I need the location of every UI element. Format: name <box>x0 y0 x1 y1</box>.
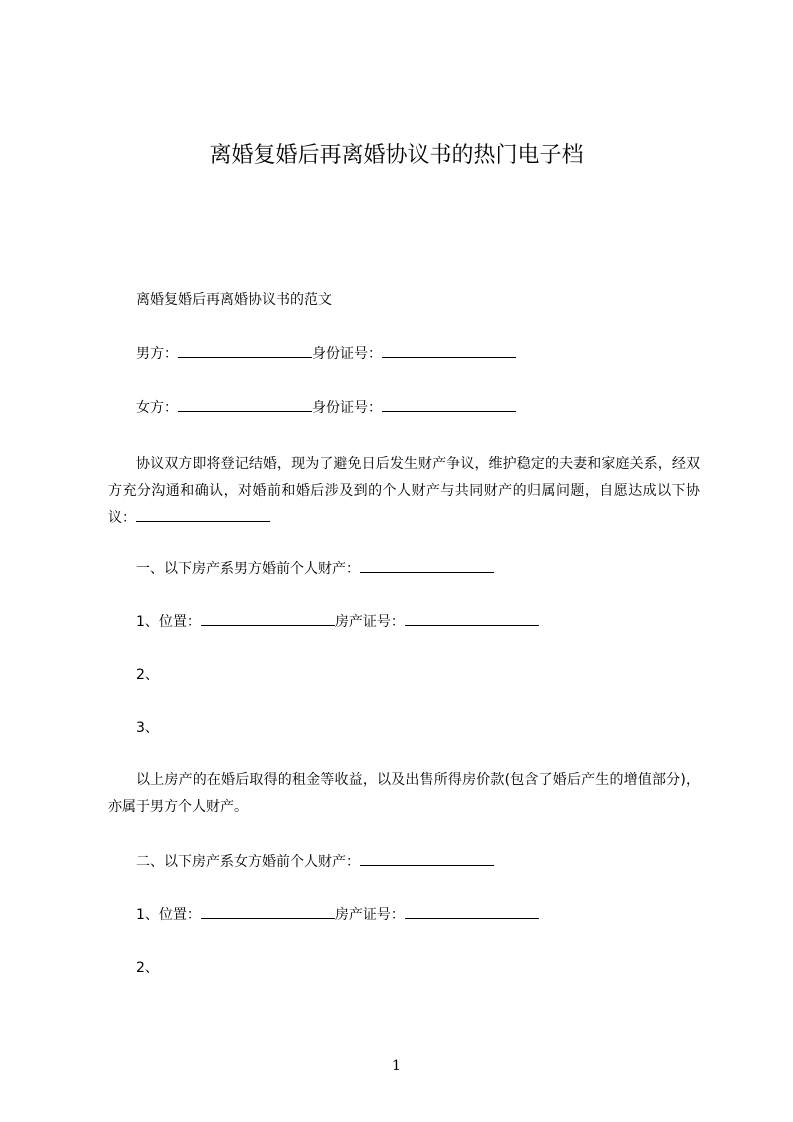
intro-blank <box>136 507 270 522</box>
page-number: 1 <box>392 1058 401 1074</box>
female-party-line <box>136 397 516 418</box>
female-label: 女方： <box>136 400 178 416</box>
section1-heading: 一、以下房产系男方婚前个人财产： <box>136 561 360 577</box>
section1-location-blank <box>201 611 335 626</box>
section2-heading: 二、以下房产系女方婚前个人财产： <box>136 854 360 870</box>
section1-cert-blank <box>405 611 539 626</box>
male-id-label: 身份证号： <box>312 346 382 362</box>
female-id-blank <box>382 397 516 412</box>
section1-item3: 3、 <box>136 720 159 736</box>
section2-cert-label: 房产证号： <box>334 907 405 923</box>
section1-item2: 2、 <box>136 667 159 683</box>
section1-item1-label: 1、位置： <box>136 614 201 630</box>
female-name-blank <box>178 397 312 412</box>
section2-heading-line <box>136 851 494 872</box>
section2-location-blank <box>201 904 335 919</box>
section2-cert-blank <box>405 904 539 919</box>
section2-item2: 2、 <box>136 960 159 976</box>
section2-heading-blank <box>360 851 494 866</box>
section1-cert-label: 房产证号： <box>334 614 405 630</box>
section1-item1-line <box>136 611 539 632</box>
section1-note: 以上房产的在婚后取得的租金等收益，以及出售所得房价款(包含了婚后产生的增值部分)，亦属于男方个人财产。 <box>108 772 700 815</box>
section2-item1-line <box>136 904 539 925</box>
section2-item1-label: 1、位置： <box>136 907 201 923</box>
subtitle: 离婚复婚后再离婚协议书的范文 <box>136 292 332 308</box>
female-id-label: 身份证号： <box>312 400 382 416</box>
intro-paragraph <box>108 451 700 532</box>
male-label: 男方： <box>136 346 178 362</box>
male-name-blank <box>178 343 312 358</box>
section1-heading-line <box>136 558 494 579</box>
intro-text: 协议双方即将登记结婚，现为了避免日后发生财产争议，维护稳定的夫妻和家庭关系，经双方充分沟通和确认，对婚前和婚后涉及到的个人财产与共同财产的归属问题，自愿达成以下协议： <box>108 456 700 526</box>
male-id-blank <box>382 343 516 358</box>
section1-heading-blank <box>360 558 494 573</box>
male-party-line <box>136 343 516 364</box>
document-title: 离婚复婚后再离婚协议书的热门电子档 <box>209 143 584 168</box>
